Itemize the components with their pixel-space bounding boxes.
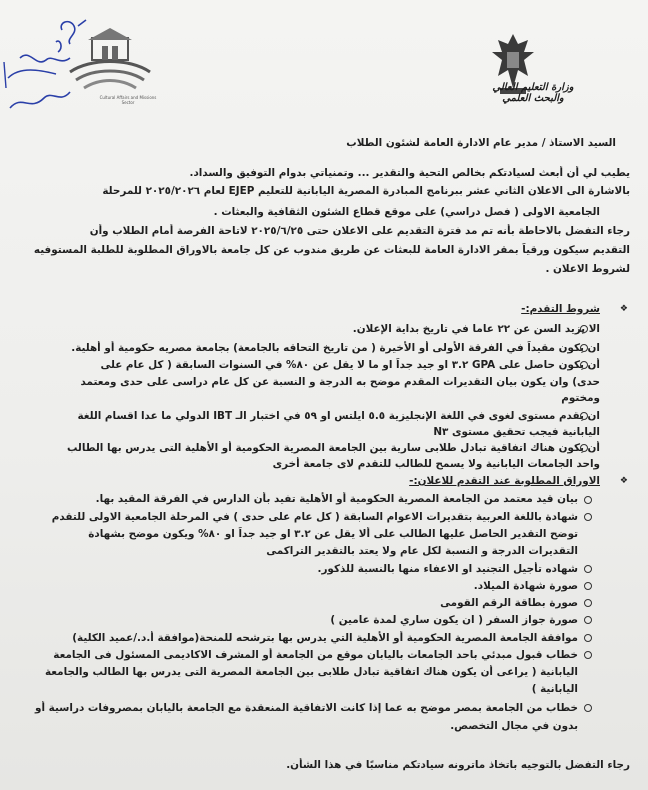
condition-item-cont: حدى) وان يكون بيان التقديرات المقدم موضح به الدرجة و النسبة عن كل عام دراسى على حدى ومعتمد bbox=[80, 376, 600, 388]
note-line-1: رجاء التفضل بالاحاطة بأنه تم مد فترة التقديم على الاعلان حتى ٢٠٢٥/٦/٢٥ لاتاحة الفرصة أمام الطلاب وأن bbox=[89, 225, 630, 237]
reference-line-2: الجامعية الاولى ( فصل دراسي) على موقع قطاع الشئون الثقافية والبعثات . bbox=[213, 206, 600, 218]
greeting: يطيب لي أن أبعث لسيادتكم بخالص التحية والتقدير ... وتمنياتي بدوام التوفيق والسداد. bbox=[189, 167, 630, 179]
diamond-bullet-icon: ❖ bbox=[619, 476, 628, 486]
reference-line-1: بالاشارة الى الاعلان الثاني عشر ببرنامج المبادرة المصرية اليابانية للتعليم EJEP لعام ٢٠٢٥/٢٠٢٦ للمرحلة bbox=[102, 185, 630, 197]
logo-caption: Cultural Affairs and Missions Sector bbox=[99, 95, 157, 105]
document-item: صورة شهادة الميلاد. bbox=[473, 580, 578, 592]
document-item: صورة جواز السفر ( ان يكون ساري لمدة عامين ) bbox=[330, 614, 578, 626]
circle-bullet-icon bbox=[584, 634, 592, 642]
documents-title bbox=[20, 474, 600, 490]
circle-bullet-icon bbox=[584, 651, 592, 659]
circle-bullet-icon bbox=[580, 344, 588, 352]
document-item: خطاب قبول مبدئي باحد الجامعات باليابان موقع من الجامعة أو المشرف الاكاديمى المسئول فى الجامعة bbox=[53, 649, 578, 661]
note-line-3: لشروط الاعلان . bbox=[545, 263, 630, 275]
circle-bullet-icon bbox=[584, 599, 592, 607]
document-item: خطاب من الجامعة بمصر موضح به عما إذا كانت الاتفاقية المنعقدة مع الجامعة باليابان بمصروفات دراسية أو bbox=[35, 702, 578, 714]
condition-item: الا يزيد السن عن ٢٢ عاما في تاريخ بداية الإعلان. bbox=[352, 323, 600, 335]
circle-bullet-icon bbox=[580, 325, 588, 333]
circle-bullet-icon bbox=[584, 582, 592, 590]
condition-item: ان يقدم مستوى لغوى في اللغة الإنجليزية ٥.٥ ايلتس او ٥٩ في اختبار الـ IBT الدولي ما عدا اقسام اللغة bbox=[77, 410, 600, 422]
note-line-2: التقديم سيكون ورقياً بمقر الادارة العامة للبعثات عن طريق مندوب عن كل جامعة بالاوراق المطلوبة للطلبة المستوفيه bbox=[33, 244, 630, 256]
circle-bullet-icon bbox=[580, 361, 588, 369]
document-item-cont: اليابانية ) bbox=[531, 683, 578, 695]
document-item: شهادة باللغة العربية بتقديرات الاعوام السابقة ( كل عام على حدى ) في المرحلة الجامعية الاولى للتقدم bbox=[51, 511, 578, 523]
circle-bullet-icon bbox=[580, 444, 588, 452]
circle-bullet-icon bbox=[584, 513, 592, 521]
condition-item: أن يكون هناك اتفاقية تبادل طلابى سارية بين الجامعة المصرية الحكومية أو الأهلية التى يدرس بها الطالب bbox=[66, 442, 600, 454]
condition-item-cont: اليابانية فيجب تحقيق مستوى N٣ bbox=[433, 426, 600, 438]
document-item-cont: التقديرات الدرجة و النسبة لكل عام ولا يعتد بالتقدير التراكمى bbox=[266, 545, 578, 557]
document-item-cont: بدون في مجال التخصص. bbox=[450, 720, 578, 732]
document-item: موافقة الجامعة المصرية الحكومية أو الأهلية التي يدرس بها بترشحه للمنحة(موافقة أ.د./عميد الكلية) bbox=[72, 632, 578, 644]
conditions-title-text: شروط التقدم:- bbox=[521, 303, 600, 315]
circle-bullet-icon bbox=[584, 565, 592, 573]
ministry-name: وزارة التعليم العالي والبحث العلمي bbox=[492, 82, 574, 104]
documents-title-text: الاوراق المطلوبة عند التقدم للاعلان:- bbox=[409, 475, 600, 487]
diamond-bullet-icon: ❖ bbox=[619, 304, 628, 314]
condition-item-cont: ومختوم bbox=[561, 392, 600, 404]
condition-item: أن يكون حاصل على GPA ٣.٢ او جيد جداً او ما لا يقل عن ٨٠% في السنوات السابقة ( كل عام على bbox=[100, 359, 600, 371]
conditions-title bbox=[20, 302, 600, 318]
closing-line: رجاء التفضل بالتوجيه باتخاذ ماترونه سيادتكم مناسبًا في هذا الشأن. bbox=[286, 759, 630, 771]
document-item-cont: اليابانية ( يراعى أن يكون هناك اتفاقية تبادل طلابى بين الجامعة المصرية التى يدرس بها الطالب والجامعة bbox=[44, 666, 578, 678]
document-item: شهاده تأجيل التجنيد او الاعفاء منها بالنسبة للذكور. bbox=[317, 563, 578, 575]
circle-bullet-icon bbox=[580, 412, 588, 420]
condition-item: ان يكون مقيداً في الفرقة الأولى أو الأخيرة ( من تاريخ التحاقه بالجامعة) بجامعة مصريه حكومية أو أهلية. bbox=[71, 342, 600, 354]
condition-item-cont: واحد الجامعات اليابانية ولا يسمح للطالب للتقدم لاى جامعة أخرى bbox=[272, 458, 600, 470]
document-item: بيان قيد معتمد من الجامعة المصرية الحكومية أو الأهلية تفيد بأن الدارس في الفرقة المقيد بها. bbox=[95, 493, 578, 505]
document-item: صورة بطاقة الرقم القومى bbox=[440, 597, 578, 609]
circle-bullet-icon bbox=[584, 616, 592, 624]
circle-bullet-icon bbox=[584, 704, 592, 712]
addressee: السيد الاستاذ / مدير عام الادارة العامة لشئون الطلاب bbox=[346, 137, 616, 149]
circle-bullet-icon bbox=[584, 496, 592, 504]
document-item-cont: توضح التقدير الحاصل عليها الطالب على ألا يقل عن ٣.٢ او جيد جداً او ٨٠% ويكون موضح بشهادة bbox=[88, 528, 578, 540]
